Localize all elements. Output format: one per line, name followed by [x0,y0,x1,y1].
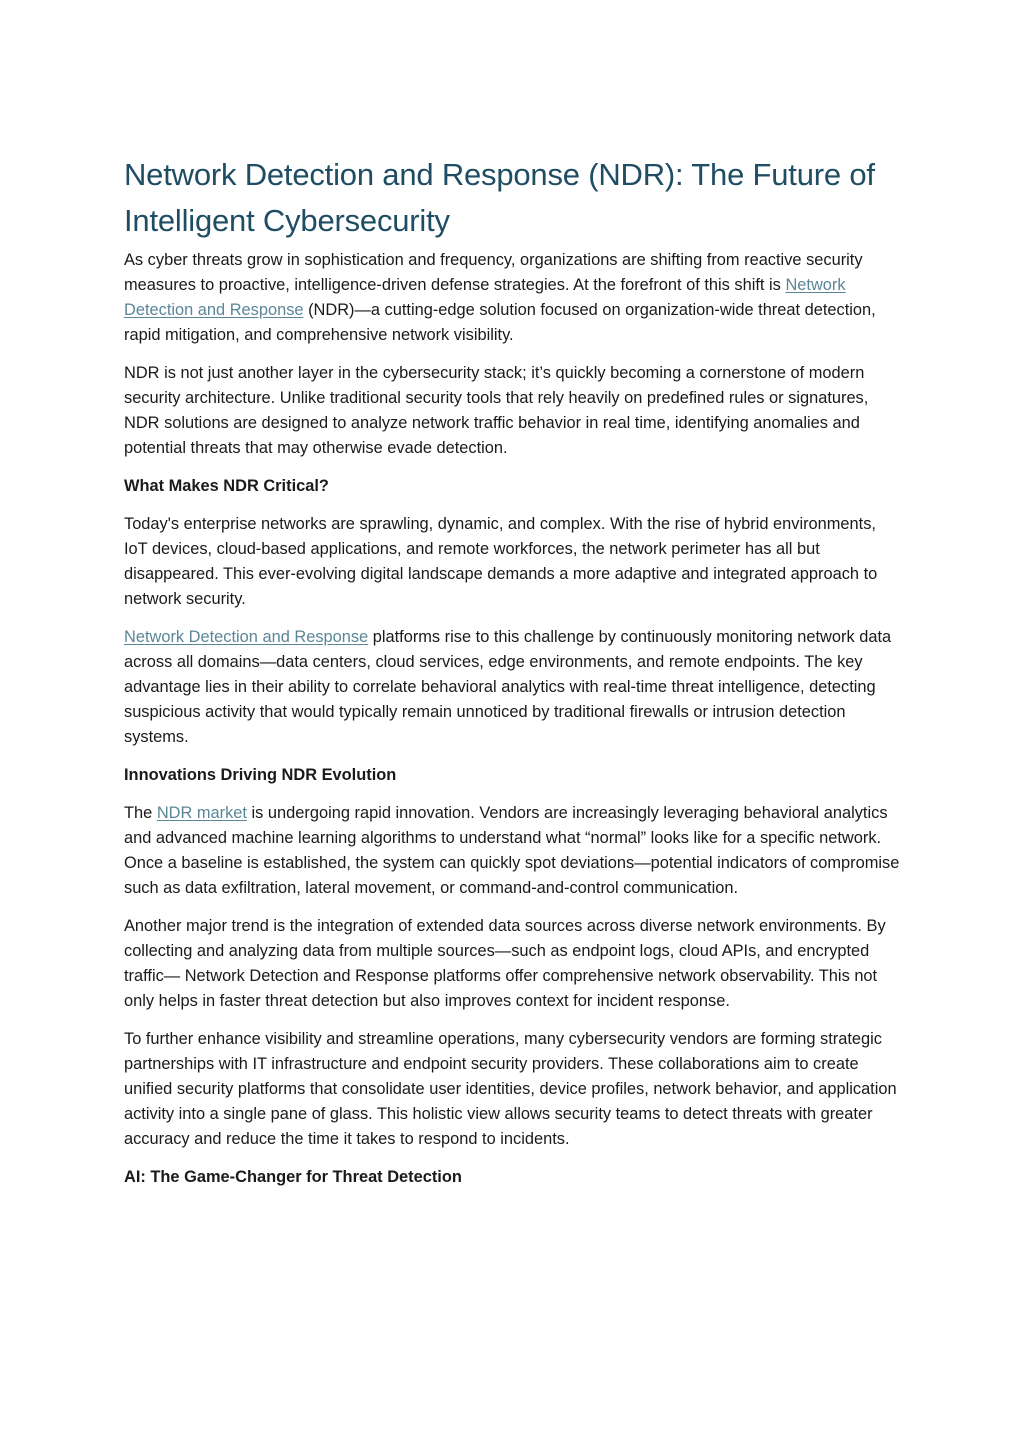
section2-paragraph-3: To further enhance visibility and streamline operations, many cybersecurity vendors are forming strategic partnerships with IT infrastructure and endpoint security providers. These collaborations aim to create unified security platforms that consolidate user identities, device profiles, network behavior, and application activity into a single pane of glass. This holistic view allows security teams to detect threats with greater accuracy and reduce the time it takes to respond to incidents. [124,1030,897,1148]
text-span: is undergoing rapid innovation. Vendors are increasingly leveraging behavioral analytics and advanced machine learning algorithms to understand what “normal” looks like for a specific network. Once a baseline is established, the system can quickly spot deviations—potential indicators of compromise such as data exfiltration, lateral movement, or command-and-control communication. [124,804,900,897]
section2-paragraph-1 [124,801,900,901]
section2-paragraph-2: Another major trend is the integration of extended data sources across diverse network environments. By collecting and analyzing data from multiple sources—such as endpoint logs, cloud APIs, and encrypted traffic— Network Detection and Response platforms offer comprehensive network observability. This not only helps in faster threat detection but also improves context for incident response. [124,917,886,1010]
intro-paragraph-1 [124,248,900,348]
ndr-market-link[interactable]: NDR market [156,804,247,822]
section-heading-innovations: Innovations Driving NDR Evolution [124,766,397,784]
document-page [124,152,900,1203]
text-span: As cyber threats grow in sophistication and frequency, organizations are shifting from reactive security measures to proactive, intelligence-driven defense strategies. At the forefront of this shift is [124,251,863,294]
text-span: platforms rise to this challenge by continuously monitoring network data across all domains—data centers, cloud services, edge environments, and remote endpoints. The key advantage lies in their ability to correlate behavioral analytics with real-time threat intelligence, detecting suspicious activity that would typically remain unnoticed by traditional firewalls or intrusion detection systems. [124,628,892,746]
section-heading-ai: AI: The Game-Changer for Threat Detection [124,1168,462,1186]
text-span: The [124,804,157,822]
ndr-link[interactable]: Network Detection and Response [124,276,846,319]
ndr-link[interactable]: Network Detection and Response [124,628,369,646]
document-title: Network Detection and Response (NDR): The Future of Intelligent Cybersecurity [124,157,875,238]
intro-paragraph-2: NDR is not just another layer in the cybersecurity stack; it’s quickly becoming a cornerstone of modern security architecture. Unlike traditional security tools that rely heavily on predefined rules or signatures, NDR solutions are designed to analyze network traffic behavior in real time, identifying anomalies and potential threats that may otherwise evade detection. [124,364,869,457]
text-span: (NDR)—a cutting-edge solution focused on organization-wide threat detection, rapid mitigation, and comprehensive network visibility. [124,301,876,344]
section-heading-ndr-critical: What Makes NDR Critical? [124,477,329,495]
section1-paragraph-2 [124,625,900,750]
section1-paragraph-1: Today's enterprise networks are sprawling, dynamic, and complex. With the rise of hybrid environments, IoT devices, cloud-based applications, and remote workforces, the network perimeter has all but disappeared. This ever-evolving digital landscape demands a more adaptive and integrated approach to network security. [124,515,878,608]
